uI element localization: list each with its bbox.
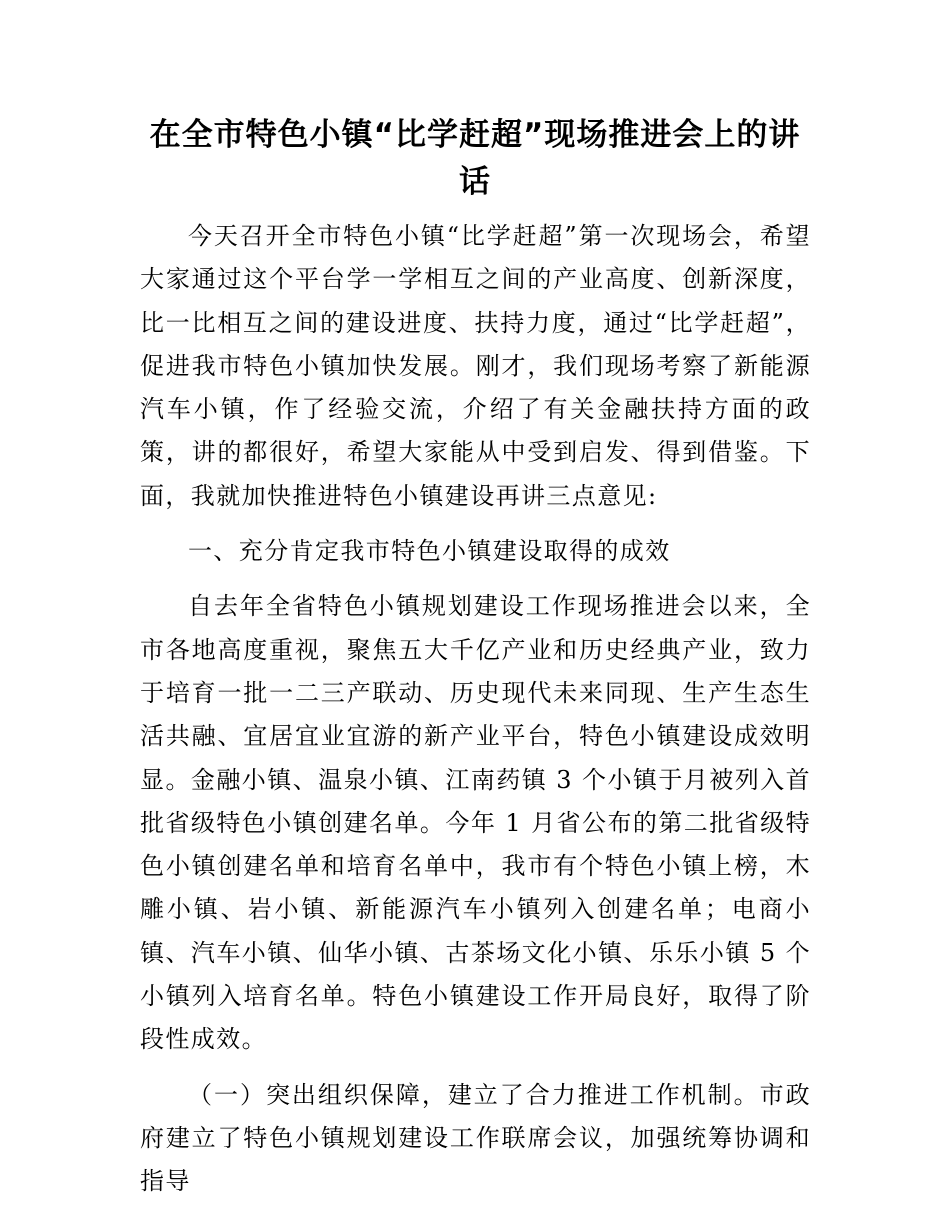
page-title: 在全市特色小镇“比学赶超”现场推进会上的讲话: [149, 117, 801, 200]
section-heading-1: 一、充分肯定我市特色小镇建设取得的成效: [188, 537, 671, 566]
subsection-1-paragraph: （一）突出组织保障，建立了合力推进工作机制。市政府建立了特色小镇规划建设工作联席会议，加强统筹协调和指导: [140, 1080, 811, 1196]
achievements-paragraph: 自去年全省特色小镇规划建设工作现场推进会以来，全市各地高度重视，聚焦五大千亿产业和历史经典产业，致力于培育一批一二三产联动、历史现代未来同现、生产生态生活共融、宜居宜业宜游的新产业平台，特色小镇建设成效明显。金融小镇、温泉小镇、江南药镇 3 个小镇于月被列入首批省级特色小镇创建名单。今年 1 月省公布的第二批省级特色小镇创建名单和培育名单中，我市有个特色小镇上榜，木雕小镇、岩小镇、新能源汽车小镇列入创建名单；电商小镇、汽车小镇、仙华小镇、古茶场文化小镇、乐乐小镇 5 个小镇列入培育名单。特色小镇建设工作开局良好，取得了阶段性成效。: [140, 592, 811, 1054]
document-body: [140, 215, 811, 1204]
intro-paragraph: 今天召开全市特色小镇“比学赶超”第一次现场会，希望大家通过这个平台学一学相互之间的产业高度、创新深度，比一比相互之间的建设进度、扶持力度，通过“比学赶超”，促进我市特色小镇加快发展。刚才，我们现场考察了新能源汽车小镇，作了经验交流，介绍了有关金融扶持方面的政策，讲的都很好，希望大家能从中受到启发、得到借鉴。下面，我就加快推进特色小镇建设再讲三点意见:: [140, 222, 811, 510]
